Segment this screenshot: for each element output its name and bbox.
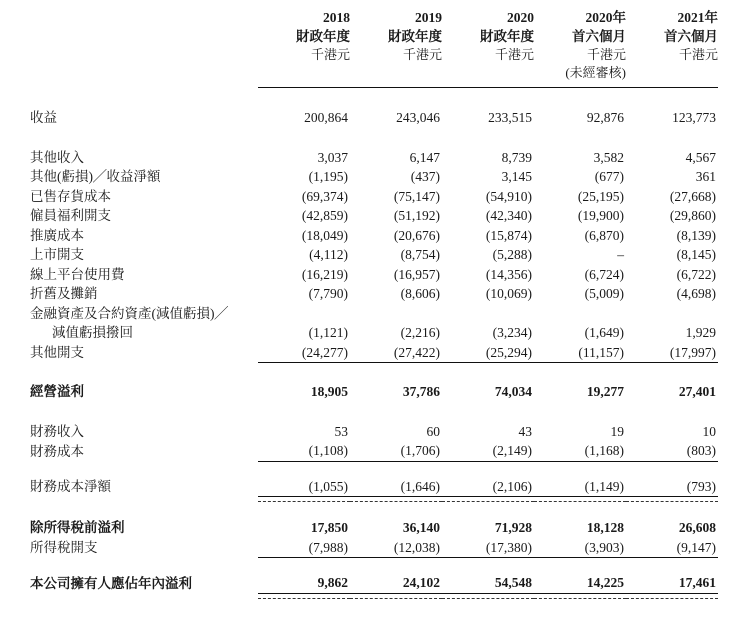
row-label-other-income: 其他收入 (30, 149, 84, 165)
rule-seg-3 (442, 593, 534, 598)
col-header-period-4: 首六個月 (572, 29, 626, 44)
cell-pbt-2020h1: 18,128 (586, 520, 624, 535)
rule-seg-5 (626, 593, 718, 598)
cell-platform-2018: (16,219) (301, 266, 348, 282)
cell-depreciation-2021h1: (4,698) (676, 286, 716, 301)
cell-net-fin-2020h1: (1,149) (584, 478, 624, 494)
row-label-other-net: 其他(虧損)╱收益淨額 (30, 169, 161, 184)
col-header-note-4: (未經審核) (565, 65, 626, 80)
cell-revenue-2019: 243,046 (396, 110, 440, 125)
cell-staff-2020h1: (19,900) (577, 208, 624, 223)
col-header-unit-4: 千港元 (586, 47, 626, 62)
cell-fin-income-2020h1: 19 (610, 423, 624, 439)
row-label-finance-income: 財務收入 (30, 423, 84, 439)
cell-op-profit-2019: 37,786 (402, 384, 440, 399)
cell-promotion-2018: (18,049) (301, 227, 348, 243)
cell-platform-2021h1: (6,722) (676, 266, 716, 282)
col-header-unit-3: 千港元 (494, 47, 534, 62)
col-header-note-5 (626, 64, 718, 82)
cell-fin-cost-2020: (2,149) (492, 443, 532, 458)
cell-impairment-2020h1: (1,649) (584, 325, 624, 340)
col-header-year-1: 2018 (323, 10, 350, 25)
table-row (22, 343, 718, 363)
cell-profit-attr-2021h1: 17,461 (678, 575, 716, 590)
table-row (22, 304, 718, 324)
cell-other-net-2020h1: (677) (594, 169, 624, 184)
table-row (22, 245, 718, 265)
cell-revenue-2020: 233,515 (488, 110, 532, 125)
row-label-staff-costs: 僱員福利開支 (30, 208, 111, 223)
col-header-period-2: 財政年度 (388, 29, 442, 44)
cell-tax-2021h1: (9,147) (676, 539, 716, 555)
cell-impairment-l1-2018 (258, 304, 350, 324)
cell-cogs-2018: (69,374) (301, 188, 348, 204)
table-header-year-row (22, 8, 718, 27)
table-row (22, 226, 718, 246)
cell-op-profit-2020: 74,034 (494, 384, 532, 399)
row-label-depreciation: 折舊及攤銷 (30, 286, 98, 301)
col-header-unit-5: 千港元 (678, 47, 718, 62)
double-rule (22, 593, 718, 598)
cell-other-income-2020: 8,739 (501, 149, 532, 165)
cell-staff-2019: (51,192) (393, 208, 440, 223)
spacer (22, 465, 718, 477)
cell-other-net-2018: (1,195) (308, 169, 348, 184)
table-row (22, 538, 718, 558)
cell-impairment-2019: (2,216) (400, 325, 440, 340)
cell-other-net-2021h1: 361 (695, 169, 716, 184)
cell-net-fin-2021h1: (793) (686, 478, 716, 494)
cell-cogs-2019: (75,147) (393, 188, 440, 204)
col-header-note-2 (350, 64, 442, 82)
rule-seg-2 (350, 593, 442, 598)
cell-impairment-l1-2020 (442, 304, 534, 324)
spacer (22, 561, 718, 573)
cell-fin-income-2020: 43 (518, 423, 532, 439)
cell-fin-income-2021h1: 10 (702, 423, 716, 439)
cell-revenue-2018: 200,864 (304, 110, 348, 125)
cell-net-fin-2020: (2,106) (492, 478, 532, 494)
spacer (22, 502, 718, 519)
spacer (22, 128, 718, 148)
cell-other-income-2019: 6,147 (409, 149, 440, 165)
row-label-impairment-line1: 金融資產及合約資產(減值虧損)╱ (30, 305, 228, 321)
cell-other-exp-2021h1: (17,997) (669, 344, 716, 360)
cell-depreciation-2019: (8,606) (400, 286, 440, 301)
cell-listing-2021h1: (8,145) (676, 247, 716, 262)
cell-staff-2018: (42,859) (301, 208, 348, 223)
cell-other-income-2020h1: 3,582 (593, 149, 624, 165)
row-label-profit-before-tax: 除所得稅前溢利 (30, 520, 125, 535)
col-header-note-1 (258, 64, 350, 82)
header-blank-cell-3 (22, 46, 258, 64)
col-header-year-2: 2019 (415, 10, 442, 25)
cell-promotion-2020h1: (6,870) (584, 227, 624, 243)
table-row (22, 187, 718, 207)
row-label-profit-attributable: 本公司擁有人應佔年內溢利 (30, 575, 192, 591)
cell-pbt-2019: 36,140 (402, 520, 440, 535)
cell-staff-2021h1: (29,860) (669, 208, 716, 223)
cell-impairment-2021h1: 1,929 (685, 325, 716, 340)
cell-fin-cost-2018: (1,108) (308, 443, 348, 458)
cell-tax-2018: (7,988) (308, 539, 348, 555)
cell-tax-2020: (17,380) (485, 539, 532, 555)
rule-blank (22, 593, 258, 598)
cell-other-exp-2020h1: (11,157) (578, 344, 624, 360)
table-row (22, 573, 718, 593)
col-header-period-5: 首六個月 (664, 29, 718, 44)
col-header-unit-2: 千港元 (402, 47, 442, 62)
cell-promotion-2019: (20,676) (393, 227, 440, 243)
cell-promotion-2021h1: (8,139) (676, 227, 716, 243)
row-label-income-tax: 所得稅開支 (30, 540, 98, 555)
cell-depreciation-2018: (7,790) (308, 286, 348, 301)
col-header-period-1: 財政年度 (296, 29, 350, 44)
cell-impairment-l1-2019 (350, 304, 442, 324)
table-row (22, 167, 718, 187)
cell-pbt-2021h1: 26,608 (678, 520, 716, 535)
cell-cogs-2020: (54,910) (485, 188, 532, 204)
cell-platform-2020h1: (6,724) (584, 266, 624, 282)
cell-fin-cost-2019: (1,706) (400, 443, 440, 458)
cell-revenue-2021h1: 123,773 (672, 110, 716, 125)
cell-op-profit-2021h1: 27,401 (678, 384, 716, 399)
cell-other-income-2018: 3,037 (317, 149, 348, 165)
cell-other-exp-2018: (24,277) (301, 344, 348, 360)
row-label-other-expenses: 其他開支 (30, 345, 84, 360)
cell-other-exp-2019: (27,422) (393, 344, 440, 360)
cell-cogs-2020h1: (25,195) (577, 188, 624, 204)
cell-staff-2020: (42,340) (485, 208, 532, 223)
table-row (22, 108, 718, 128)
table-row (22, 148, 718, 168)
table-row (22, 422, 718, 442)
cell-listing-2019: (8,754) (400, 247, 440, 262)
col-header-year-3: 2020 (507, 10, 534, 25)
cell-platform-2020: (14,356) (485, 266, 532, 282)
row-label-revenue: 收益 (30, 110, 57, 125)
table-header-unit-row (22, 46, 718, 64)
table-row (22, 382, 718, 402)
cell-op-profit-2018: 18,905 (310, 384, 348, 399)
cell-pbt-2020: 71,928 (494, 520, 532, 535)
col-header-unit-1: 千港元 (310, 47, 350, 62)
income-statement-table (22, 8, 718, 599)
cell-tax-2020h1: (3,903) (584, 539, 624, 555)
row-label-cogs: 已售存貨成本 (30, 188, 111, 204)
cell-profit-attr-2018: 9,862 (317, 575, 348, 590)
header-blank-cell-2 (22, 27, 258, 46)
rule-seg-1 (258, 593, 350, 598)
table-row (22, 265, 718, 285)
spacer (22, 402, 718, 422)
cell-net-fin-2019: (1,646) (400, 478, 440, 494)
cell-promotion-2020: (15,874) (485, 227, 532, 243)
cell-fin-income-2018: 53 (334, 423, 348, 439)
cell-listing-2018: (4,112) (309, 247, 348, 262)
table-row (22, 323, 718, 343)
cell-op-profit-2020h1: 19,277 (586, 384, 624, 399)
cell-other-exp-2020: (25,294) (485, 344, 532, 360)
row-label-impairment-line2: 減值虧損撥回 (52, 325, 133, 340)
row-label-listing-expenses: 上市開支 (30, 247, 84, 262)
header-blank-cell (22, 8, 258, 27)
cell-impairment-l1-2020h1 (534, 304, 626, 324)
col-header-note-3 (442, 64, 534, 82)
col-header-year-4: 2020年 (585, 10, 626, 25)
cell-profit-attr-2019: 24,102 (402, 575, 440, 590)
row-label-operating-profit: 經營溢利 (30, 384, 84, 399)
header-blank-cell-4 (22, 64, 258, 82)
row-label-platform-fee: 線上平台使用費 (30, 266, 125, 282)
table-header-note-row (22, 64, 718, 82)
cell-tax-2019: (12,038) (393, 539, 440, 555)
cell-platform-2019: (16,957) (393, 266, 440, 282)
table-row (22, 441, 718, 461)
table-row (22, 477, 718, 497)
cell-impairment-l1-2021h1 (626, 304, 718, 324)
cell-depreciation-2020h1: (5,009) (584, 286, 624, 301)
col-header-period-3: 財政年度 (480, 29, 534, 44)
table-header-period-row (22, 27, 718, 46)
cell-profit-attr-2020: 54,548 (494, 575, 532, 590)
cell-listing-2020: (5,288) (492, 247, 532, 262)
col-header-year-5: 2021年 (677, 10, 718, 25)
table-row (22, 518, 718, 538)
cell-listing-2020h1: – (617, 247, 624, 262)
spacer (22, 366, 718, 382)
cell-profit-attr-2020h1: 14,225 (586, 575, 624, 590)
cell-impairment-2020: (3,234) (492, 325, 532, 340)
table-row (22, 284, 718, 304)
cell-pbt-2018: 17,850 (310, 520, 348, 535)
spacer (22, 88, 718, 109)
cell-fin-income-2019: 60 (426, 423, 440, 439)
cell-depreciation-2020: (10,069) (485, 286, 532, 301)
cell-fin-cost-2021h1: (803) (686, 443, 716, 458)
cell-other-net-2020: 3,145 (501, 169, 532, 184)
row-label-finance-costs: 財務成本 (30, 443, 84, 459)
row-label-net-finance-costs: 財務成本淨額 (30, 479, 111, 494)
cell-net-fin-2018: (1,055) (308, 478, 348, 494)
cell-cogs-2021h1: (27,668) (669, 188, 716, 204)
cell-other-net-2019: (437) (410, 169, 440, 184)
cell-fin-cost-2020h1: (1,168) (584, 443, 624, 458)
rule-seg-4 (534, 593, 626, 598)
table-row (22, 206, 718, 226)
cell-revenue-2020h1: 92,876 (586, 110, 624, 125)
cell-impairment-2018: (1,121) (308, 325, 348, 340)
row-label-promotion: 推廣成本 (30, 227, 84, 243)
cell-other-income-2021h1: 4,567 (685, 149, 716, 165)
